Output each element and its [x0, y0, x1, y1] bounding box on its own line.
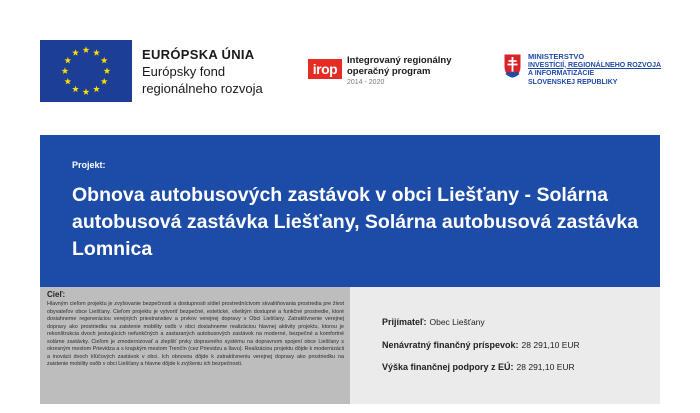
project-title: Obnova autobusových zastávok v obci Liešťany - Solárna autobusová zastávka Liešťany, Solárna autobusová zastávka Lomnica [72, 184, 639, 260]
recipient-label: Prijímateľ: [382, 317, 427, 327]
ministry-line-2: INVESTÍCIÍ, REGIONÁLNEHO ROZVOJA [528, 61, 662, 69]
recipient-value: Obec Liešťany [429, 317, 485, 327]
eu-fund-line-2: regionálneho rozvoja [142, 81, 263, 96]
recipient-row [382, 317, 485, 327]
grant-row [382, 340, 580, 350]
grant-value: 28 291,10 EUR [521, 340, 580, 350]
eu-support-row [382, 362, 575, 372]
ministry-line-1: MINISTERSTVO [528, 52, 585, 61]
eu-flag-icon [40, 40, 132, 102]
goal-text: Hlavným cieľom projektu je zvyšovanie bezpečnosti a dostupnosti sídiel prostredníctvom skvalitňovania prostredia pre život obyvateľov obce Liešťany. Cieľom projektu je vytvoriť bezpečné, estetické, všetkým dostupné a funkčné prostredie, ktoré dosiahneme regeneráciou verejných priestranstiev a prvkov verejnej dopravy v Obci Liešťany. Zatraktívnenie verejnej dopravy ako prostriedku na zaistenie mobility osôb v obci dosiahneme realizáciou hlavnej aktivity projektu, ktorou je rekonštrukcia dvoch jestvujúcich nefunkčných a zastaraných autobusových zastávok na moderné, bezpečné a komfortné solárne zastávky. Cieľom je zmodernizovať a zlepšiť prvky dopravného systému na dopravnom spojení obce Liešťany s okresným mestom Prievidza a s krajským mestom Trenčín (cez Prievidzu a Ilavu). Realizáciou projektu dôjde k modernizácii a inovácii dvoch kľúčových zastávok v obci. Ich obnovou dôjde k zatraktívneniu verejnej dopravy ako prostriedku na zaistenie mobility osôb v obci Liešťany a hlavne dôjde k zvýšeniu ich bezpečnosti. [47, 301, 344, 368]
eu-logo-text [142, 46, 263, 97]
logo-header [0, 0, 700, 135]
eu-support-value: 28 291,10 EUR [516, 362, 575, 372]
irop-logo-mark: irop [308, 59, 342, 79]
project-info-section [350, 287, 660, 404]
slovak-coat-of-arms-icon [503, 53, 522, 79]
irop-logo-text [347, 55, 452, 88]
eu-support-label: Výška finančnej podpory z EÚ: [382, 362, 514, 372]
ministry-logo-text [528, 53, 661, 87]
project-label: Projekt: [72, 160, 106, 170]
irop-line-1: Integrovaný regionálny [347, 55, 452, 66]
ministry-line-4: SLOVENSKEJ REPUBLIKY [528, 78, 618, 86]
eu-fund-line: Európsky fond [142, 64, 226, 79]
goal-section [40, 287, 350, 404]
grant-label: Nenávratný finančný príspevok: [382, 340, 519, 350]
ministry-line-3: A INFORMATIZÁCIE [528, 70, 595, 77]
irop-years: 2014 - 2020 [347, 79, 385, 86]
irop-line-2: operačný program [347, 66, 431, 77]
eu-title: EURÓPSKA ÚNIA [142, 47, 255, 62]
goal-heading: Cieľ: [47, 290, 66, 299]
